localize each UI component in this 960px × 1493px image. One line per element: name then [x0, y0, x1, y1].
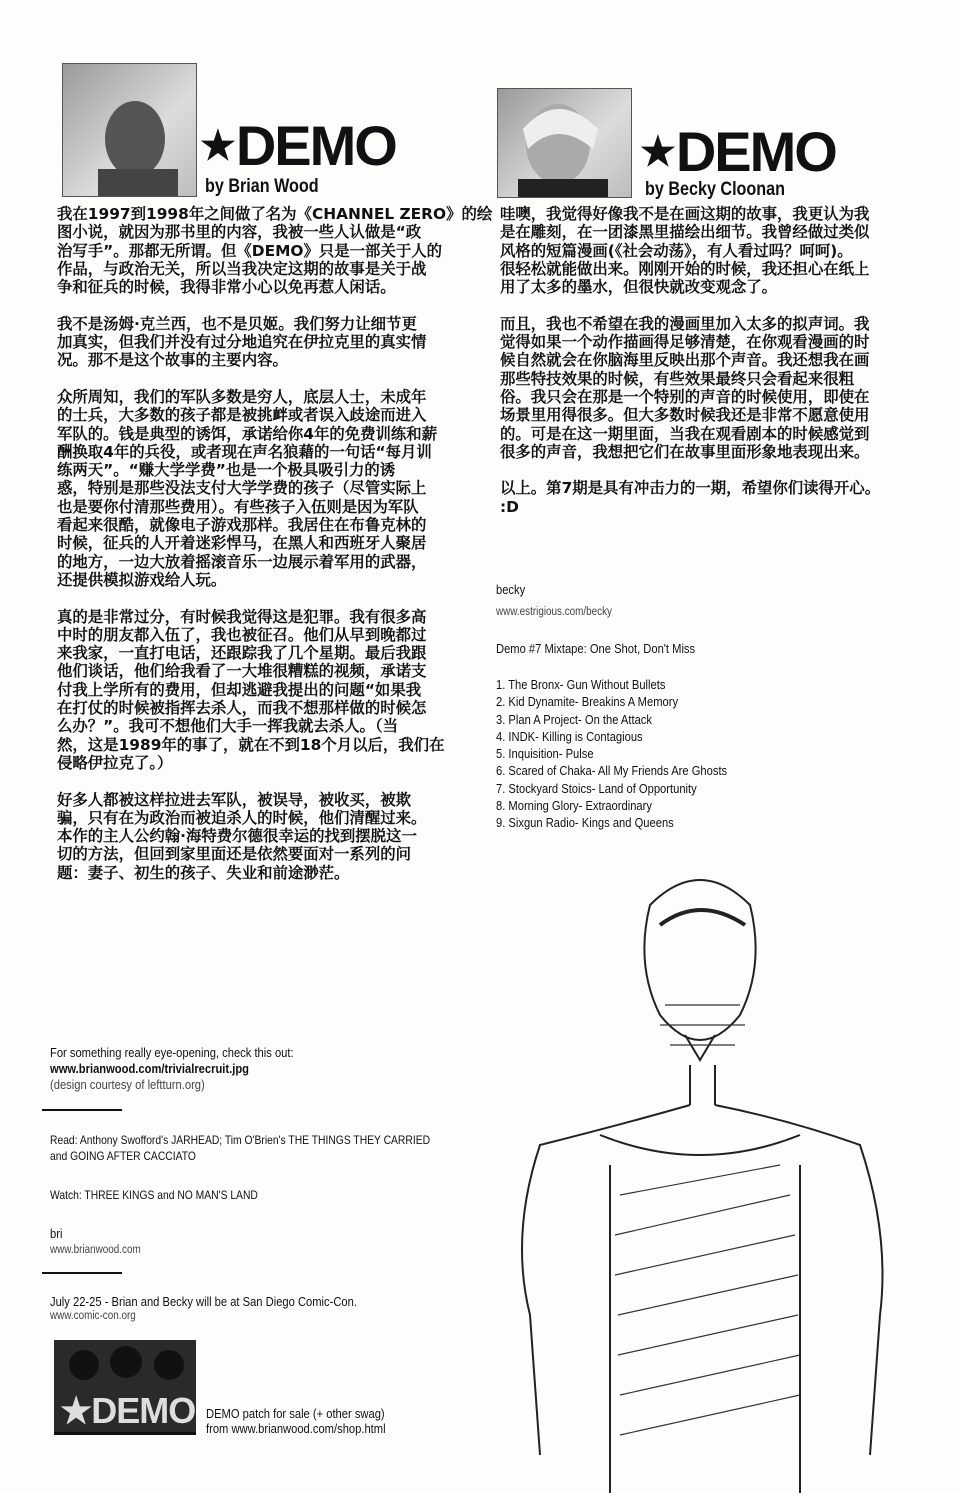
becky-signature: becky	[496, 582, 526, 597]
comic-con-notice: July 22-25 - Brian and Becky will be at San Diego Comic-Con.	[50, 1294, 357, 1309]
text-line: 候自然就会在你脑海里反映出那个声音。我还想我在画	[500, 351, 870, 370]
track-item: 4. INDK- Killing is Contagious	[496, 728, 643, 744]
text-line: 本作的主人公约翰·海特费尔德很幸运的找到摆脱这一	[57, 827, 417, 846]
text-line: 图小说，就因为那书里的内容，我被一些人认做是“政	[57, 223, 422, 242]
text-line: 然，这是1989年的事了，就在不到18个月以后，我们在	[57, 735, 445, 754]
track-item: 1. The Bronx- Gun Without Bullets	[496, 677, 666, 692]
trivial-recruit-link[interactable]: www.brianwood.com/trivialrecruit.jpg	[50, 1061, 249, 1076]
brian-essay	[57, 205, 492, 900]
shop-link[interactable]: from www.brianwood.com/shop.html	[206, 1421, 386, 1436]
track-item: 8. Morning Glory- Extraordinary	[496, 798, 652, 814]
text-line: 争和征兵的时候，我得非常小心以免再惹人闲话。	[57, 278, 396, 297]
text-line: 还提供模拟游戏给人玩。	[57, 570, 227, 589]
paragraph	[57, 205, 492, 296]
text-line: 惑，特别是那些没法支付大学学费的孩子（尽管实际上	[57, 479, 427, 498]
paragraph	[57, 608, 492, 773]
text-line: 况。那不是这个故事的主要内容。	[57, 351, 288, 370]
divider	[42, 1109, 122, 1111]
brian-signature: bri	[50, 1226, 63, 1241]
text-line: 练两天”。“赚大学学费”也是一个极具吸引力的诱	[57, 461, 396, 480]
text-line: 场景里用得很多。但大多数时候我还是非常不愿意使用	[500, 406, 870, 425]
text-line: 我不是汤姆·克兰西，也不是贝姬。我们努力让细节更	[57, 314, 417, 333]
paragraph	[500, 315, 880, 461]
text-line: 作品，与政治无关，所以当我决定这期的故事是关于战	[57, 259, 427, 278]
text-line: 军队的。钱是典型的诱饵，承诺给你4年的免费训练和薪	[57, 424, 438, 443]
text-line: :D	[500, 497, 519, 516]
paragraph	[500, 479, 880, 516]
text-line: 侵略伊拉克了。）	[57, 753, 173, 772]
text-line: 真的是非常过分，有时候我觉得这是犯罪。我有很多高	[57, 607, 427, 626]
text-line: 风格的短篇漫画(《社会动荡》，有人看过吗？呵呵)。	[500, 241, 853, 260]
text-line: 哇噢，我觉得好像我不是在画这期的故事，我更认为我	[500, 205, 870, 223]
divider	[42, 1272, 122, 1274]
text-line: 么办？”。我可不想他们大手一挥我就去杀人。（当	[57, 717, 399, 736]
text-line: 是在雕刻，在一团漆黑里描绘出细节。我曾经做过类似	[500, 223, 870, 242]
paragraph	[57, 315, 492, 370]
comic-con-link[interactable]: www.comic-con.org	[50, 1310, 136, 1322]
demo-logo: ★ DEMO	[640, 120, 836, 183]
patch-logo-text: ★DEMO	[60, 1390, 196, 1431]
text-line: 在打仗的时候被指挥去杀人，而我不想那样做的时候怎	[57, 699, 427, 718]
text-line: 俗。我只会在那是一个特别的声音的时候使用，即使在	[500, 387, 870, 406]
paragraph	[500, 205, 880, 296]
text-line: 骗，只有在为政治而被迫杀人的时候，他们清醒过来。	[57, 808, 427, 827]
text-line: 来我家，一直打电话，还跟踪我了几个星期。最后我跟	[57, 644, 427, 663]
design-credit: (design courtesy of leftturn.org)	[50, 1077, 205, 1092]
becky-cloonan-photo	[497, 88, 632, 198]
byline-brian: by Brian Wood	[205, 176, 319, 197]
sketch-illustration	[500, 835, 920, 1493]
text-line: 那些特技效果的时候，有些效果最终只会看起来很粗	[500, 369, 854, 388]
text-line: 付我上学所有的费用，但却逃避我提出的问题“如果我	[57, 680, 422, 699]
read-recommendations: Read: Anthony Swofford's JARHEAD; Tim O'Brien's THE THINGS THEY CARRIED	[50, 1133, 431, 1147]
text-line: 时候，征兵的人开着迷彩悍马，在黑人和西班牙人聚居	[57, 534, 427, 553]
text-line: 以上。第7期是具有冲击力的一期，希望你们读得开心。	[500, 479, 881, 498]
text-line: 也是要你付清那些费用）。有些孩子入伍则是因为军队	[57, 497, 419, 516]
text-line: 加真实，但我们并没有过分地追究在伊拉克里的真实情	[57, 333, 427, 352]
paragraph	[57, 388, 492, 589]
text-line: 的。可是在这一期里面，当我在观看剧本的时候感觉到	[500, 424, 870, 443]
text-line: 的士兵，大多数的孩子都是被挑衅或者误入歧途而进入	[57, 406, 427, 425]
demo-logo: ★ DEMO	[200, 114, 396, 177]
text-line: 众所周知，我们的军队多数是穷人，底层人士，未成年	[57, 387, 427, 406]
mixtape-tracklist	[496, 676, 727, 832]
text-line: 的地方，一边大放着摇滚音乐一边展示着军用的武器，	[57, 552, 427, 571]
demo-patch-image	[54, 1340, 196, 1435]
mixtape-title: Demo #7 Mixtape: One Shot, Don't Miss	[496, 641, 696, 656]
patch-sale-text: DEMO patch for sale (+ other swag)	[206, 1406, 385, 1421]
text-line: 很轻松就能做出来。刚刚开始的时候，我还担心在纸上	[500, 259, 870, 278]
text-line: 好多人都被这样拉进去军队，被误导，被收买，被欺	[57, 790, 411, 809]
text-line: 酬换取4年的兵役，或者现在声名狼藉的一句话“每月训	[57, 442, 432, 461]
brian-wood-photo	[62, 63, 197, 197]
track-item: 9. Sixgun Radio- Kings and Queens	[496, 815, 674, 831]
watch-recommendations: Watch: THREE KINGS and NO MAN'S LAND	[50, 1188, 258, 1202]
text-line: 切的方法，但回到家里面还是依然要面对一系列的问	[57, 845, 411, 864]
byline-becky: by Becky Cloonan	[645, 179, 786, 200]
text-line: 他们谈话，他们给我看了一大堆很糟糕的视频，承诺支	[57, 662, 427, 681]
text-line: 觉得如果一个动作描画得足够清楚，在你观看漫画的时	[500, 333, 870, 352]
text-line: 而且，我也不希望在我的漫画里加入太多的拟声词。我	[500, 314, 870, 333]
text-line: 治写手”。那都无所谓。但《DEMO》只是一部关于人的	[57, 241, 443, 260]
eye-opening-text: For something really eye-opening, check this out:	[50, 1045, 294, 1060]
text-line: 我在1997到1998年之间做了名为《CHANNEL ZERO》的绘	[57, 205, 493, 223]
text-line: 很多的声音，我想把它们在故事里面形象地表现出来。	[500, 442, 870, 461]
track-item: 3. Plan A Project- On the Attack	[496, 711, 652, 727]
track-item: 6. Scared of Chaka- All My Friends Are Ghosts	[496, 763, 728, 779]
track-item: 5. Inquisition- Pulse	[496, 746, 594, 762]
track-item: 7. Stockyard Stoics- Land of Opportunity	[496, 780, 697, 796]
read-recommendations-cont: and GOING AFTER CACCIATO	[50, 1149, 196, 1163]
becky-website-link[interactable]: www.estrigious.com/becky	[496, 606, 612, 618]
becky-essay	[500, 205, 880, 534]
text-line: 用了太多的墨水，但很快就改变观念了。	[500, 278, 778, 297]
track-item: 2. Kid Dynamite- Breakins A Memory	[496, 694, 679, 710]
text-line: 看起来很酷，就像电子游戏那样。我居住在布鲁克林的	[57, 516, 427, 535]
text-line: 中时的朋友都入伍了，我也被征召。他们从早到晚都过	[57, 625, 427, 644]
brian-website-link[interactable]: www.brianwood.com	[50, 1244, 141, 1256]
text-line: 题：妻子、初生的孩子、失业和前途渺茫。	[57, 863, 350, 882]
paragraph	[57, 791, 492, 882]
